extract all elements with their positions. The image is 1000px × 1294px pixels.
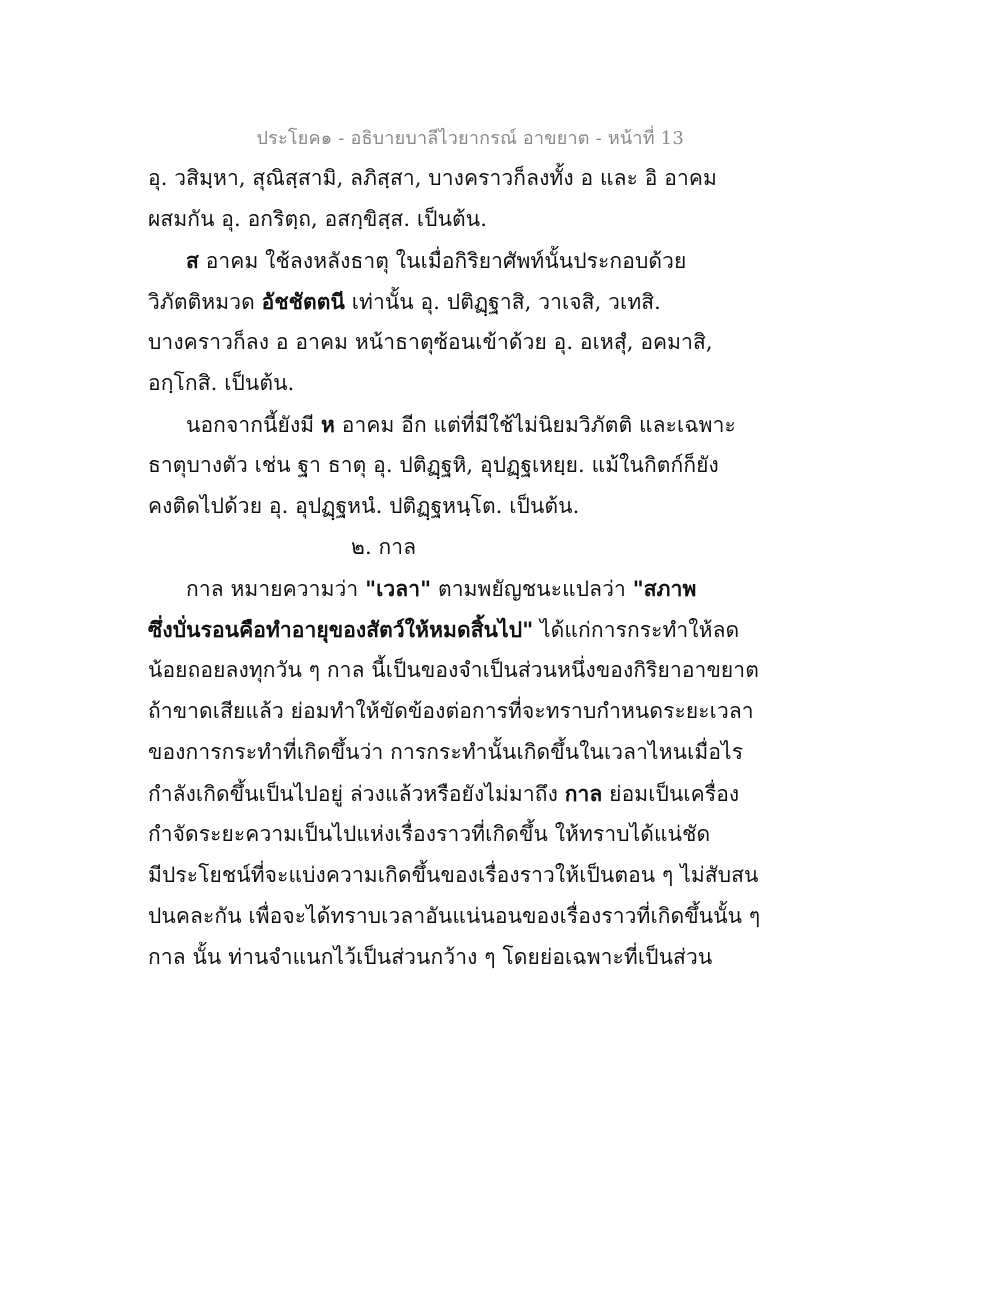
- text-span: วิภัตติหมวด: [148, 290, 262, 314]
- body-text: [148, 158, 761, 978]
- bold-term: "สภาพ: [632, 576, 697, 601]
- bold-term: ห: [321, 412, 335, 437]
- running-header: ประโยค๑ - อธิบายบาลีไวยากรณ์ อาขยาต - หน้าที่ 13: [256, 128, 684, 149]
- text-line: [148, 773, 740, 814]
- bold-term: ส: [186, 248, 199, 273]
- text-span: กำลังเกิดขึ้นเป็นไปอยู่ ล่วงแล้วหรือยังไม่มาถึง: [148, 782, 565, 806]
- text-span: เท่านั้น อุ. ปติฏฺฐาสิ, วาเจสิ, วเทสิ.: [344, 290, 661, 314]
- bold-term: ซึ่งบั่นรอนคือทำอายุของสัตว์ให้หมดสิ้นไป": [148, 617, 534, 642]
- bold-term: อัชชัตตนี: [261, 289, 345, 314]
- bold-term: "เวลา": [365, 576, 432, 601]
- section-heading: ๒. กาล: [351, 535, 417, 559]
- text-span: นอกจากนี้ยังมี: [186, 413, 322, 437]
- text-span: กาล หมายความว่า: [186, 577, 366, 601]
- text-span: อาคม ใช้ลงหลังธาตุ ในเมื่อกิริยาศัพท์นั้นประกอบด้วย: [198, 249, 687, 273]
- text-line: ผสมกัน อุ. อกริตฺถ, อสกฺขิสฺส. เป็นต้น.: [148, 207, 487, 231]
- text-line: ถ้าขาดเสียแล้ว ย่อมทำให้ขัดข้องต่อการที่จะทราบกำหนดระยะเวลา: [148, 699, 754, 723]
- text-line: ของการกระทำที่เกิดขึ้นว่า การกระทำนั้นเกิดขึ้นในเวลาไหนเมื่อไร: [148, 740, 744, 764]
- text-line: น้อยถอยลงทุกวัน ๆ กาล นี้เป็นของจำเป็นส่วนหนึ่งของกิริยาอาขยาต: [148, 658, 759, 682]
- text-line: [148, 404, 736, 445]
- text-line: [148, 281, 708, 322]
- text-span: ตามพยัญชนะแปลว่า: [431, 577, 633, 601]
- text-span: ย่อมเป็นเครื่อง: [602, 782, 740, 806]
- text-span: ได้แก่การกระทำให้ลด: [533, 618, 740, 642]
- text-line: อุ. วสิมฺหา, สุณิสฺสามิ, ลภิสฺสา, บางคราวก็ลงทั้ง อ และ อิ อาคม: [148, 166, 717, 190]
- text-line: ปนคละกัน เพื่อจะได้ทราบเวลาอันแน่นอนของเรื่องราวที่เกิดขึ้นนั้น ๆ: [148, 904, 761, 928]
- text-line: บางคราวก็ลง อ อาคม หน้าธาตุซ้อนเข้าด้วย อุ. อเหสุํ, อคมาสิ,: [148, 330, 713, 354]
- text-line: คงติดไปด้วย อุ. อุปฏฺฐหนํ. ปติฏฺฐหนฺโต. เป็นต้น.: [148, 494, 580, 518]
- text-line: [148, 240, 708, 281]
- text-line: [148, 609, 740, 650]
- text-line: มีประโยชน์ที่จะแบ่งความเกิดขึ้นของเรื่องราวให้เป็นตอน ๆ ไม่สับสน: [148, 863, 759, 887]
- text-line: กำจัดระยะความเป็นไปแห่งเรื่องราวที่เกิดขึ้น ให้ทราบได้แน่ชัด: [148, 822, 711, 846]
- bold-term: กาล: [564, 781, 603, 806]
- text-line: [148, 568, 708, 609]
- text-line: อกฺโกสิ. เป็นต้น.: [148, 371, 295, 395]
- text-span: อาคม อีก แต่ที่มีใช้ไม่นิยมวิภัตติ และเฉพาะ: [334, 413, 736, 437]
- text-line: กาล นั้น ท่านจำแนกไว้เป็นส่วนกว้าง ๆ โดยย่อเฉพาะที่เป็นส่วน: [148, 945, 713, 969]
- text-line: ธาตุบางตัว เช่น ฐา ธาตุ อุ. ปติฏฺฐหิ, อุปฏฺฐเหยฺย. แม้ในกิตก์ก็ยัง: [148, 453, 719, 477]
